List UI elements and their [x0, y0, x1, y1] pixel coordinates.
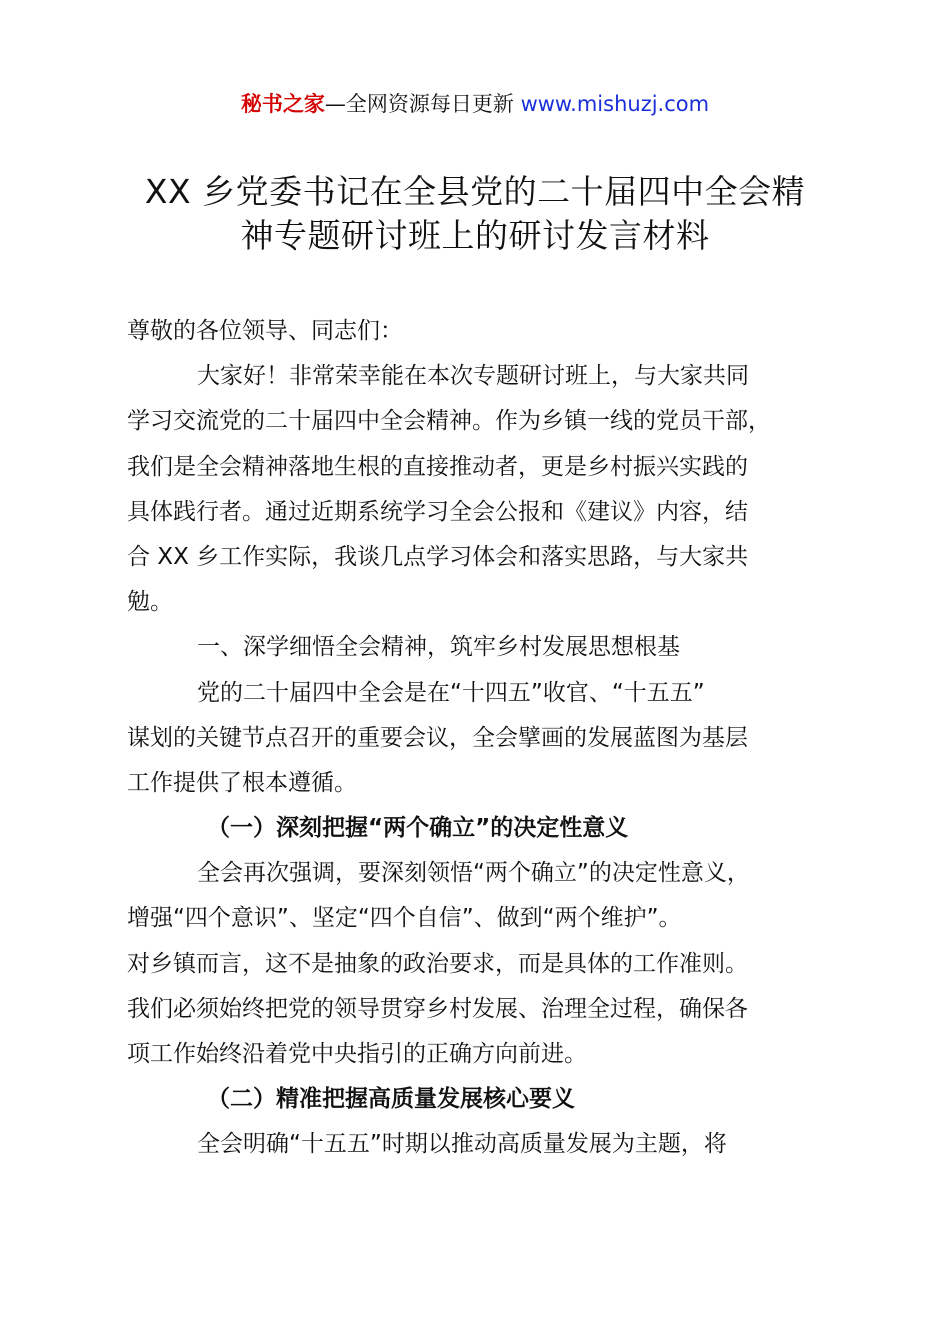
paragraph-line: 项工作始终沿着党中央指引的正确方向前进。 — [127, 1041, 587, 1067]
document-body — [127, 309, 857, 1168]
paragraph-line: 工作提供了根本遵循。 — [127, 769, 357, 796]
section-heading-1: 一、深学细悟全会精神，筑牢乡村发展思想根基 — [197, 634, 680, 661]
paragraph-line: 增强“四个意识”、坚定“四个自信”、做到“两个维护”。 — [127, 905, 682, 932]
header-tagline: —全网资源每日更新 — [324, 92, 514, 116]
paragraph-line: 全会再次强调，要深刻领悟“两个确立”的决定性意义， — [197, 860, 750, 887]
subsection-heading-2: （二）精准把握高质量发展核心要义 — [207, 1086, 575, 1113]
paragraph-line: 对乡镇而言，这不是抽象的政治要求，而是具体的工作准则。 — [127, 950, 748, 977]
paragraph-line: 我们必须始终把党的领导贯穿乡村发展、治理全过程，确保各 — [127, 995, 748, 1022]
paragraph-line: 合 XX 乡工作实际，我谈几点学习体会和落实思路，与大家共 — [127, 543, 749, 570]
paragraph-line: 大家好！非常荣幸能在本次专题研讨班上，与大家共同 — [197, 363, 749, 390]
site-url-link[interactable]: www.mishuzj.com — [520, 92, 710, 116]
paragraph-line: 谋划的关键节点召开的重要会议，全会擘画的发展蓝图为基层 — [127, 724, 748, 751]
site-header — [0, 88, 950, 120]
paragraph-line: 学习交流党的二十届四中全会精神。作为乡镇一线的党员干部， — [127, 408, 771, 435]
brand-name: 秘书之家 — [240, 92, 325, 116]
title-line-2: 神专题研讨班上的研讨发言材料 — [240, 216, 710, 255]
paragraph-line: 党的二十届四中全会是在“十四五”收官、“十五五” — [197, 679, 705, 706]
paragraph-line: 勉。 — [127, 589, 173, 616]
paragraph-line: 我们是全会精神落地生根的直接推动者，更是乡村振兴实践的 — [127, 453, 748, 480]
salutation: 尊敬的各位领导、同志们： — [127, 318, 403, 344]
document-title — [90, 170, 860, 258]
paragraph-line: 全会明确“十五五”时期以推动高质量发展为主题，将 — [197, 1131, 727, 1158]
paragraph-line: 具体践行者。通过近期系统学习全会公报和《建议》内容，结 — [127, 498, 748, 525]
title-line-1: XX 乡党委书记在全县党的二十届四中全会精 — [144, 172, 806, 211]
subsection-heading-1: （一）深刻把握“两个确立”的决定性意义 — [207, 815, 629, 842]
